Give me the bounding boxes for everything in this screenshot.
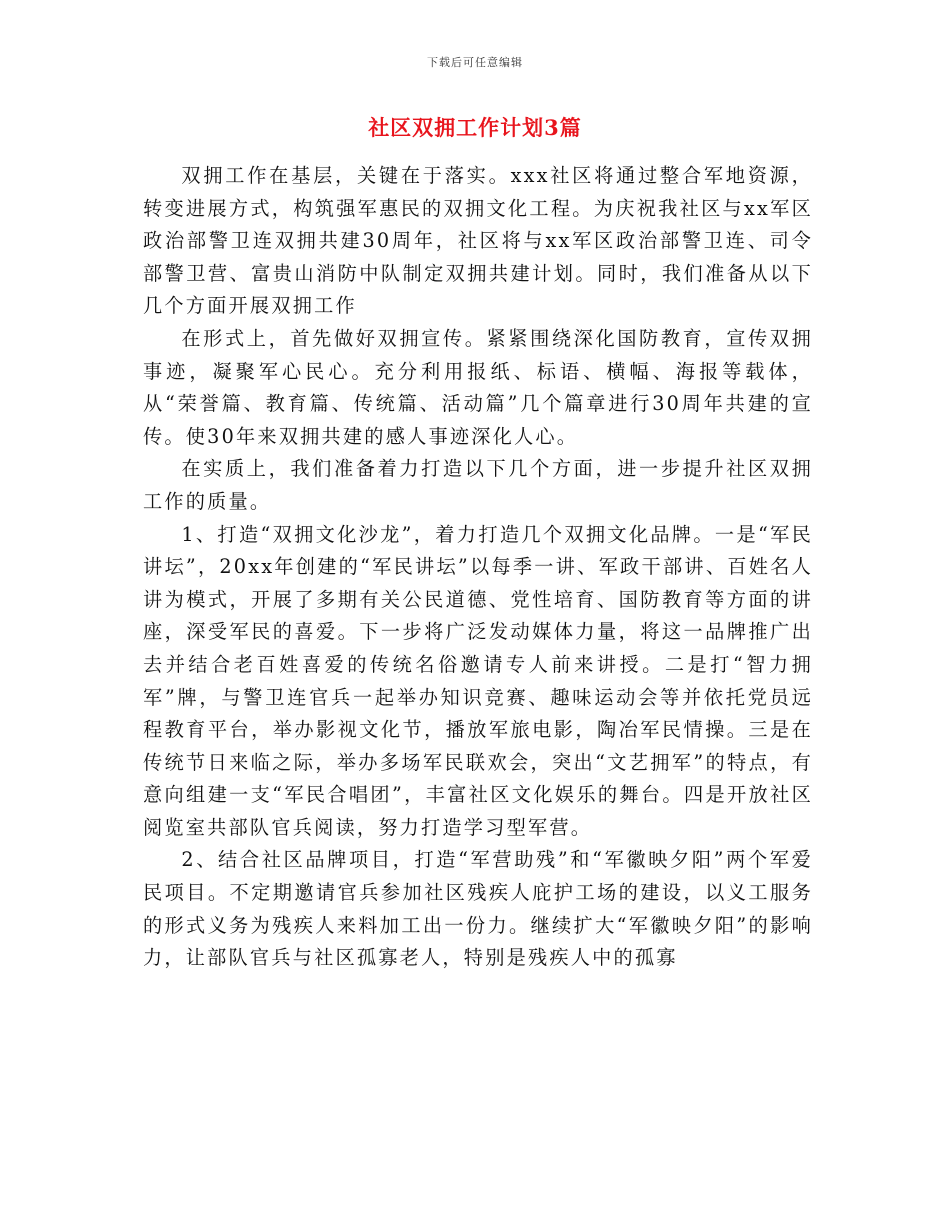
paragraph-item-2: 2、结合社区品牌项目，打造“军营助残”和“军徽映夕阳”两个军爱民项目。不定期邀请官兵参加社区残疾人庇护工场的建设，以义工服务的形式义务为残疾人来料加工出一份力。继续扩大“军徽映夕阳”的影响力，让部队官兵与社区孤寡老人，特别是残疾人中的孤寡 [143,848,813,970]
paragraph-substance: 在实质上，我们准备着力打造以下几个方面，进一步提升社区双拥工作的质量。 [143,457,813,513]
document-body [143,160,813,975]
paragraph-intro: 双拥工作在基层，关键在于落实。xxx社区将通过整合军地资源，转变进展方式，构筑强军惠民的双拥文化工程。为庆祝我社区与xx军区政治部警卫连双拥共建30周年，社区将与xx军区政治部警卫连、司令部警卫营、富贵山消防中队制定双拥共建计划。同时，我们准备从以下几个方面开展双拥工作 [143,164,813,318]
paragraph-form: 在形式上，首先做好双拥宣传。紧紧围绕深化国防教育，宣传双拥事迹，凝聚军心民心。充分利用报纸、标语、横幅、海报等载体，从“荣誉篇、教育篇、传统篇、活动篇”几个篇章进行30周年共建的宣传。使30年来双拥共建的感人事迹深化人心。 [143,326,813,448]
header-note: 下载后可任意编辑 [427,56,523,69]
paragraph-item-1: 1、打造“双拥文化沙龙”，着力打造几个双拥文化品牌。一是“军民讲坛”，20xx年创建的“军民讲坛”以每季一讲、军政干部讲、百姓名人讲为模式，开展了多期有关公民道德、党性培育、国防教育等方面的讲座，深受军民的喜爱。下一步将广泛发动媒体力量，将这一品牌推广出去并结合老百姓喜爱的传统名俗邀请专人前来讲授。二是打“智力拥军”牌，与警卫连官兵一起举办知识竞赛、趣味运动会等并依托党员远程教育平台，举办影视文化节，播放军旅电影，陶冶军民情操。三是在传统节日来临之际，举办多场军民联欢会，突出“文艺拥军”的特点，有意向组建一支“军民合唱团”，丰富社区文化娱乐的舞台。四是开放社区阅览室共部队官兵阅读，努力打造学习型军营。 [143,522,813,839]
document-title: 社区双拥工作计划3篇 [368,115,582,140]
